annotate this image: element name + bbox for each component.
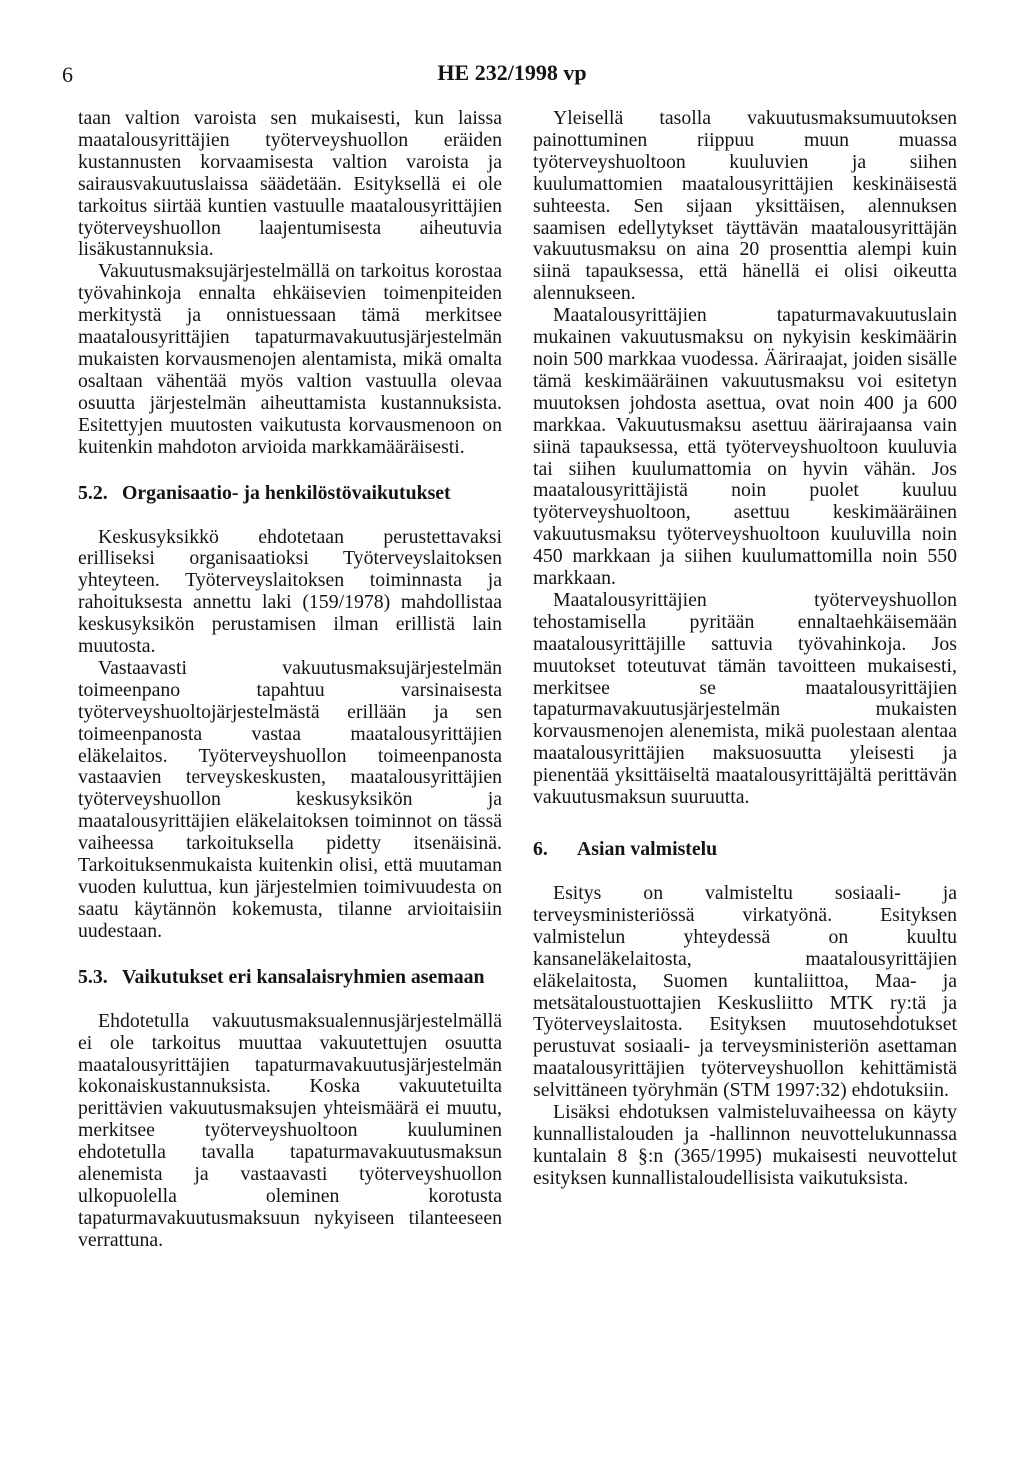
left-paragraph-5: Ehdotetulla vakuutusmaksualennusjärjestelmällä ei ole tarkoitus muuttaa vakuutettujen osuutta maatalousyrittäjien tapaturmavakuutusjärjestelmän kokonaiskustannuksista. Koska vakuutetuilta perittävien vakuutusmaksujen yhteismäärä ei muutu, merkitsee työterveyshuoltoon kuuluminen ehdotetulla tavalla tapaturmavakuutusmaksun alenemista ja vastaavasti työterveyshuollon ulkopuolella oleminen korotusta tapaturmavakuutusmaksuun nykyiseen tilanteeseen verrattuna. bbox=[78, 1009, 502, 1251]
section-heading-5-3 bbox=[78, 965, 502, 989]
right-paragraph-3: Maatalousyrittäjien työterveyshuollon tehostamisella pyritään ennaltaehkäisemään maatalousyrittäjille sattuvia työvahinkoja. Jos muutokset toteutuvat tämän tavoitteen mukaisesti, merkitsee se maatalousyrittäjien tapaturmavakuutusjärjestelmän mukaisten korvausmenojen alenemista, mikä puolestaan alentaa maatalousyrittäjien maksuosuutta yleisesti ja pienentää yksittäiseltä maatalousyrittäjältä perittävän vakuutusmaksun suuruutta. bbox=[533, 588, 957, 809]
right-paragraph-4: Esitys on valmisteltu sosiaali- ja terveysministeriössä virkatyönä. Esityksen valmistelun yhteydessä on kuultu kansaneläkelaitosta, maatalousyrittäjien eläkelaitosta, Suomen kuntaliittoa, Maa- ja metsätaloustuottajien Keskusliitto MTK ry:tä ja Työterveyslaitosta. Esityksen muutosehdotukset perustuvat sosiaali- ja terveysministeriön asettaman maatalousyrittäjien työterveyshuollon kehittämistä selvittäneen työryhmän (STM 1997:32) ehdotuksiin. bbox=[533, 882, 957, 1102]
left-column bbox=[78, 108, 502, 1252]
left-paragraph-3: Keskusyksikkö ehdotetaan perustettavaksi erilliseksi organisaatioksi Työterveyslaitoksen yhteyteen. Työterveyslaitoksen toiminnasta ja rahoituksesta annettu laki (159/1978) mahdollistaa keskusyksikön perustamisen ilman erillistä lain muutosta. bbox=[78, 525, 502, 658]
section-title: Organisaatio- ja henkilöstövaikutukset bbox=[122, 481, 451, 504]
document-id: HE 232/1998 vp bbox=[437, 60, 587, 85]
page-number: 6 bbox=[62, 62, 73, 87]
section-heading-6 bbox=[533, 837, 957, 861]
section-number: 6. bbox=[533, 838, 548, 860]
section-title: Asian valmistelu bbox=[577, 838, 718, 860]
section-number: 5.3. bbox=[78, 965, 108, 988]
right-paragraph-1: Yleisellä tasolla vakuutusmaksumuutoksen painottuminen riippuu muun muassa työterveyshuoltoon kuuluvien ja siihen kuulumattomien maatalousyrittäjien keskinäisestä suhteesta. Sen sijaan yksittäisen, alennuksen saamisen edellytykset täyttävän maatalousyrittäjän vakuutusmaksu on aina 20 prosenttia alempi kuin siinä tapauksessa, että hänellä ei olisi oikeutta alennukseen. bbox=[533, 107, 957, 305]
right-column bbox=[533, 108, 957, 1190]
left-paragraph-4: Vastaavasti vakuutusmaksujärjestelmän toimeenpano tapahtuu varsinaisesta työterveyshuoltojärjestelmästä erillään ja sen toimeenpanosta vastaa maatalousyrittäjien eläkelaitos. Työterveyshuollon toimeenpanosta vastaavien terveyskeskusten, maatalousyrittäjien työterveyshuollon keskusyksikön ja maatalousyrittäjien eläkelaitoksen toiminnot on tässä vaiheessa tarkoituksella pidetty itsenäisinä. Tarkoituksenmukaista kuitenkin olisi, että muutaman vuoden kuluttua, kun järjestelmien toimivuudesta on saatu käytännön kokemusta, tilanne arvioitaisiin uudestaan. bbox=[78, 656, 502, 942]
left-paragraph-1: taan valtion varoista sen mukaisesti, kun laissa maatalousyrittäjien työterveyshuollon eräiden kustannusten korvaamisesta valtion varoista ja sairausvakuutuslaissa säädetään. Esityksellä ei ole tarkoitus siirtää kuntien vastuulle maatalousyrittäjien työterveyshuollon laajentumisesta aiheutuvia lisäkustannuksia. bbox=[78, 107, 502, 261]
section-title: Vaikutukset eri kansalaisryhmien asemaan bbox=[122, 965, 485, 988]
left-paragraph-2: Vakuutusmaksujärjestelmällä on tarkoitus korostaa työvahinkoja ennalta ehkäisevien toimenpiteiden merkitystä ja onnistuessaan tämä merkitsee maatalousyrittäjien tapaturmavakuutusjärjestelmän mukaisten korvausmenojen alentamista, mikä omalta osaltaan vähentää myös valtion vastuulla olevaa osuutta järjestelmän aiheuttamista kustannuksista. Esitettyjen muutosten vaikutusta korvausmenoon on kuitenkin mahdoton arvioida markkamääräisesti. bbox=[78, 260, 502, 458]
right-paragraph-5: Lisäksi ehdotuksen valmisteluvaiheessa on käyty kunnallistalouden ja -hallinnon neuvottelukunnassa kuntalain 8 §:n (365/1995) mukaisesti neuvottelut esityksen kunnallistaloudellisista vaikutuksista. bbox=[533, 1101, 957, 1189]
right-paragraph-2: Maatalousyrittäjien tapaturmavakuutuslain mukainen vakuutusmaksu on nykyisin keskimäärin noin 500 markkaa vuodessa. Ääriraajat, joiden sisälle tämä keskimääräinen vakuutusmaksu voi esitetyn muutoksen johdosta asettua, ovat noin 400 ja 600 markkaa. Vakuutusmaksu asettuu äärirajaansa vain siinä tapauksessa, että työterveyshuoltoon kuuluvia tai siihen kuulumattomia on hyvin vähän. Jos maatalousyrittäjistä noin puolet kuuluu työterveyshuoltoon, asettuu keskimääräinen vakuutusmaksu työterveyshuoltoon kuuluvilla noin 450 markkaan ja siihen kuulumattomilla noin 550 markkaan. bbox=[533, 304, 957, 590]
section-number: 5.2. bbox=[78, 481, 108, 504]
section-heading-5-2 bbox=[78, 481, 502, 505]
